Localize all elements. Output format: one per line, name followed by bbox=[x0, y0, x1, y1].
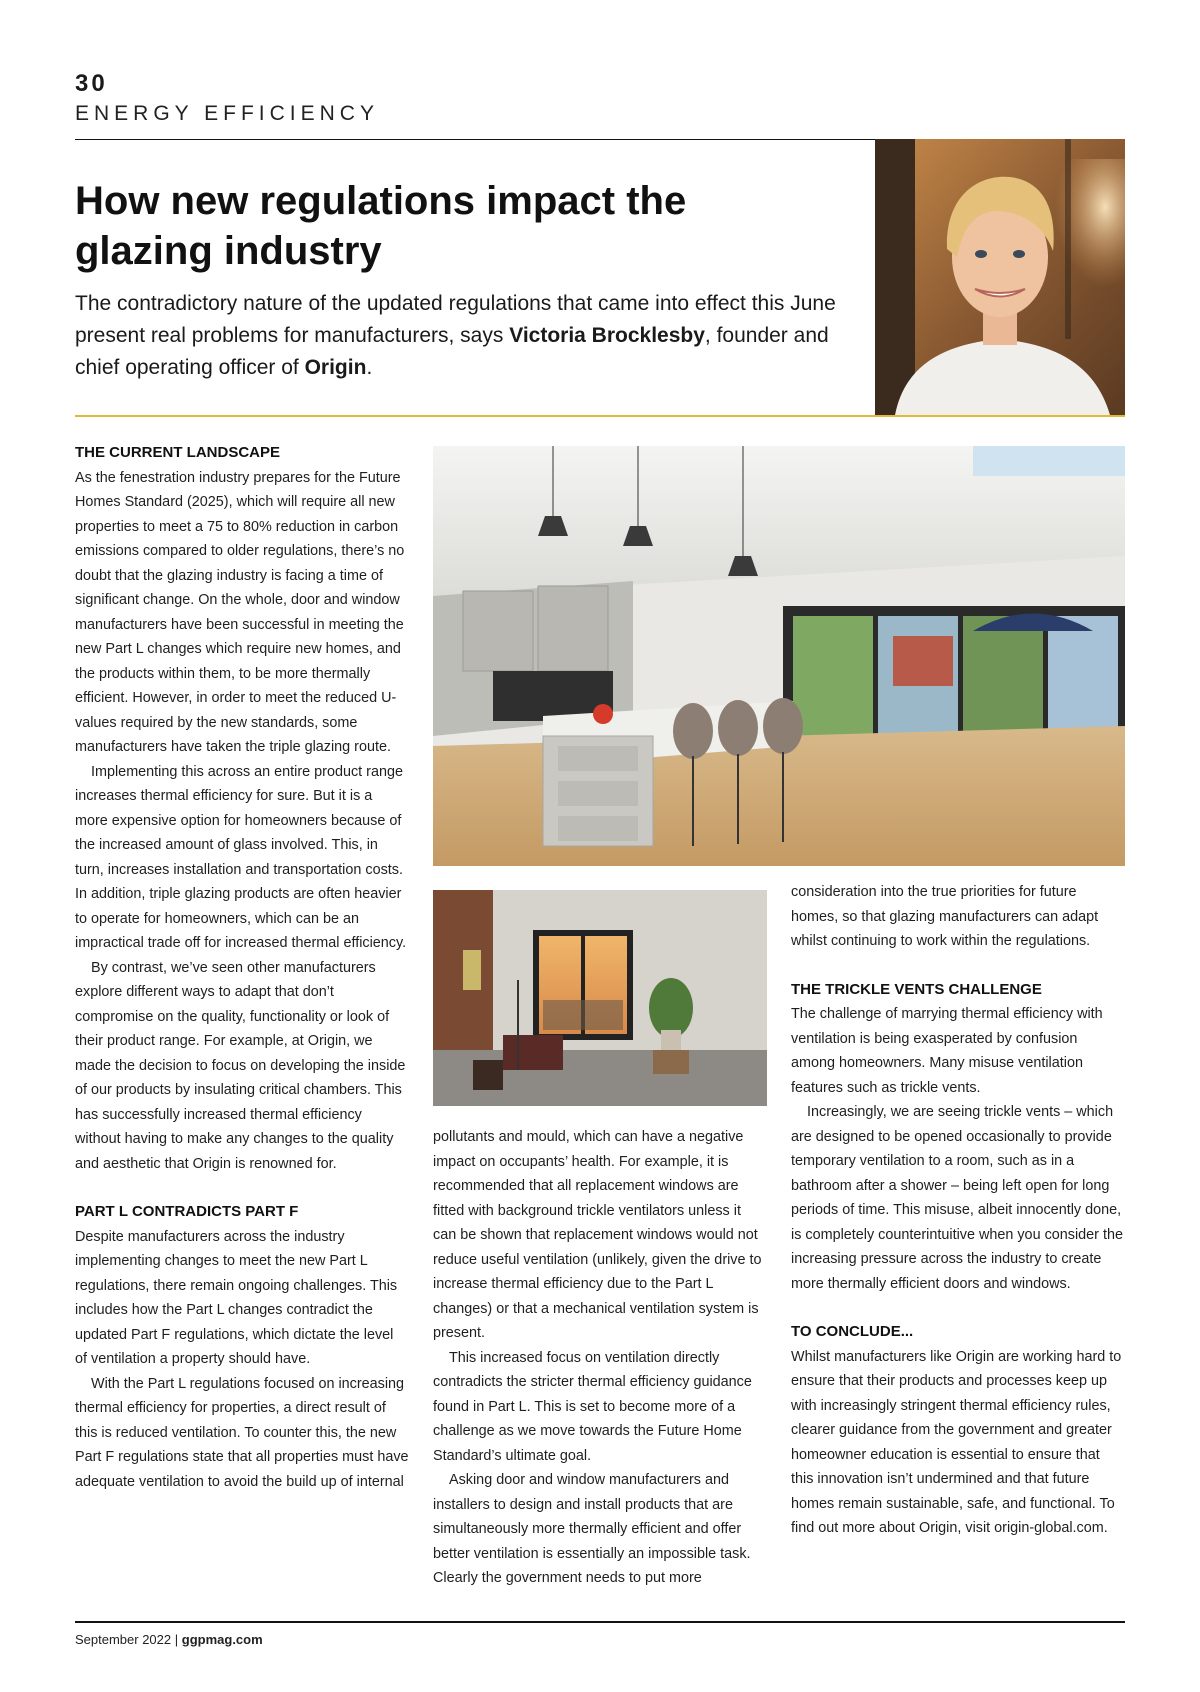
heading-part-l-contradicts-part-f: PART L CONTRADICTS PART F bbox=[75, 1203, 299, 1220]
standfirst-company: Origin bbox=[304, 356, 367, 379]
paragraph: Asking door and window manufacturers and installers to design and install products that are simultaneously more thermally efficient and offer better ventilation is essentially an impossible task. Clearly the government needs to put more bbox=[433, 1472, 751, 1586]
kitchen-photo bbox=[433, 446, 1125, 866]
paragraph: Implementing this across an entire product range increases thermal efficiency for sure. But it is a more expensive option for homeowners because of the increased amount of glass involved. This, in turn, increases installation and transportation costs. In addition, triple glazing products are often heavier to operate for homeowners, which can be an impractical trade off for increased thermal efficiency. bbox=[75, 763, 407, 951]
paragraph: With the Part L regulations focused on increasing thermal efficiency for properties, a direct result of this is reduced ventilation. To counter this, the new Part F regulations state that all properties must have adequate ventilation to avoid the build up of internal bbox=[75, 1375, 409, 1490]
gold-divider bbox=[75, 415, 1125, 417]
heading-current-landscape: THE CURRENT LANDSCAPE bbox=[75, 444, 281, 461]
section-label: ENERGY EFFICIENCY bbox=[75, 102, 379, 125]
footer-date: September 2022 bbox=[75, 1632, 172, 1647]
heading-to-conclude: TO CONCLUDE... bbox=[791, 1323, 914, 1340]
paragraph: The challenge of marrying thermal efficiency with ventilation is being exasperated by confusion among homeowners. Many misuse ventilation features such as trickle vents. bbox=[791, 1006, 1103, 1096]
heading-trickle-vents-challenge: THE TRICKLE VENTS CHALLENGE bbox=[791, 980, 1042, 998]
column-1 bbox=[75, 441, 409, 1494]
top-rule bbox=[75, 139, 875, 140]
paragraph: As the fenestration industry prepares for the Future Homes Standard (2025), which will require all new properties to meet a 75 to 80% reduction in carbon emissions compared to older regulations, there’s no doubt that the glazing industry is facing a time of significant change. On the whole, door and window manufacturers have been successful in meeting the new Part L changes which require new homes, and the products within them, to be more thermally efficient. However, in order to meet the reduced U-values required by the new standards, some manufacturers have taken the triple glazing route. bbox=[75, 469, 405, 755]
headline-line-2: glazing industry bbox=[75, 229, 382, 273]
living-room-illustration bbox=[433, 890, 767, 1106]
standfirst-part-b: , founder and chief operating officer of bbox=[75, 324, 829, 379]
standfirst-part-c: . bbox=[366, 356, 373, 379]
kitchen-illustration bbox=[433, 446, 1125, 866]
author-portrait-photo bbox=[875, 139, 1125, 415]
paragraph: consideration into the true priorities for future homes, so that glazing manufacturers can adapt whilst continuing to work within the regulations. bbox=[791, 884, 1099, 949]
headline-line-1: How new regulations impact the bbox=[75, 179, 687, 223]
column-3 bbox=[791, 880, 1125, 1541]
standfirst-author: Victoria Brocklesby bbox=[509, 324, 705, 347]
paragraph: By contrast, we’ve seen other manufacturers explore different ways to adapt that don’t compromise on the quality, functionality or look of their product range. For example, at Origin, we made the decision to focus on developing the inside of our products by insulating critical chambers. This has successfully increased thermal efficiency without having to make any changes to the quality and aesthetic that Origin is renowned for. bbox=[75, 959, 406, 1172]
headline bbox=[75, 176, 835, 276]
footer-website: ggpmag.com bbox=[181, 1632, 263, 1647]
paragraph: This increased focus on ventilation directly contradicts the stricter thermal efficiency guidance found in Part L. This is set to become more of a challenge as we move towards the Future Home Standard’s ultimate goal. bbox=[433, 1349, 752, 1464]
standfirst bbox=[75, 288, 865, 384]
living-room-photo bbox=[433, 890, 767, 1106]
footer-separator: | bbox=[174, 1632, 179, 1647]
page-number: 30 bbox=[75, 70, 108, 97]
footer bbox=[75, 1632, 263, 1647]
column-2 bbox=[433, 1125, 768, 1591]
paragraph: Whilst manufacturers like Origin are working hard to ensure that their products and processes keep up with increasingly stringent thermal efficiency rules, clearer guidance from the government and greater homeowner education is essential to ensure that this innovation isn’t undermined and that future homes remain sustainable, safe, and functional. To find out more about Origin, visit origin-global.com. bbox=[791, 1348, 1122, 1536]
paragraph: Increasingly, we are seeing trickle vents – which are designed to be opened occasionally to provide temporary ventilation to a room, such as in a bathroom after a shower – being left open for long periods of time. This misuse, albeit innocently done, is completely counterintuitive when you consider the increasing pressure across the industry to create more thermally efficient doors and windows. bbox=[791, 1104, 1123, 1292]
paragraph: Despite manufacturers across the industry implementing changes to meet the new Part L regulations, there remain ongoing challenges. This includes how the Part L changes contradict the updated Part F regulations, which dictate the level of ventilation a property should have. bbox=[75, 1228, 398, 1367]
footer-rule bbox=[75, 1621, 1125, 1623]
portrait-illustration bbox=[875, 139, 1125, 415]
standfirst-part-a: The contradictory nature of the updated regulations that came into effect this June present real problems for manufacturers, says bbox=[75, 292, 836, 347]
paragraph: pollutants and mould, which can have a negative impact on occupants’ health. For example, it is recommended that all replacement windows are fitted with background trickle ventilators unless it can be shown that replacement windows would not reduce useful ventilation (unlikely, given the drive to increase thermal efficiency due to the Part L changes) or that a mechanical ventilation system is present. bbox=[433, 1129, 762, 1341]
